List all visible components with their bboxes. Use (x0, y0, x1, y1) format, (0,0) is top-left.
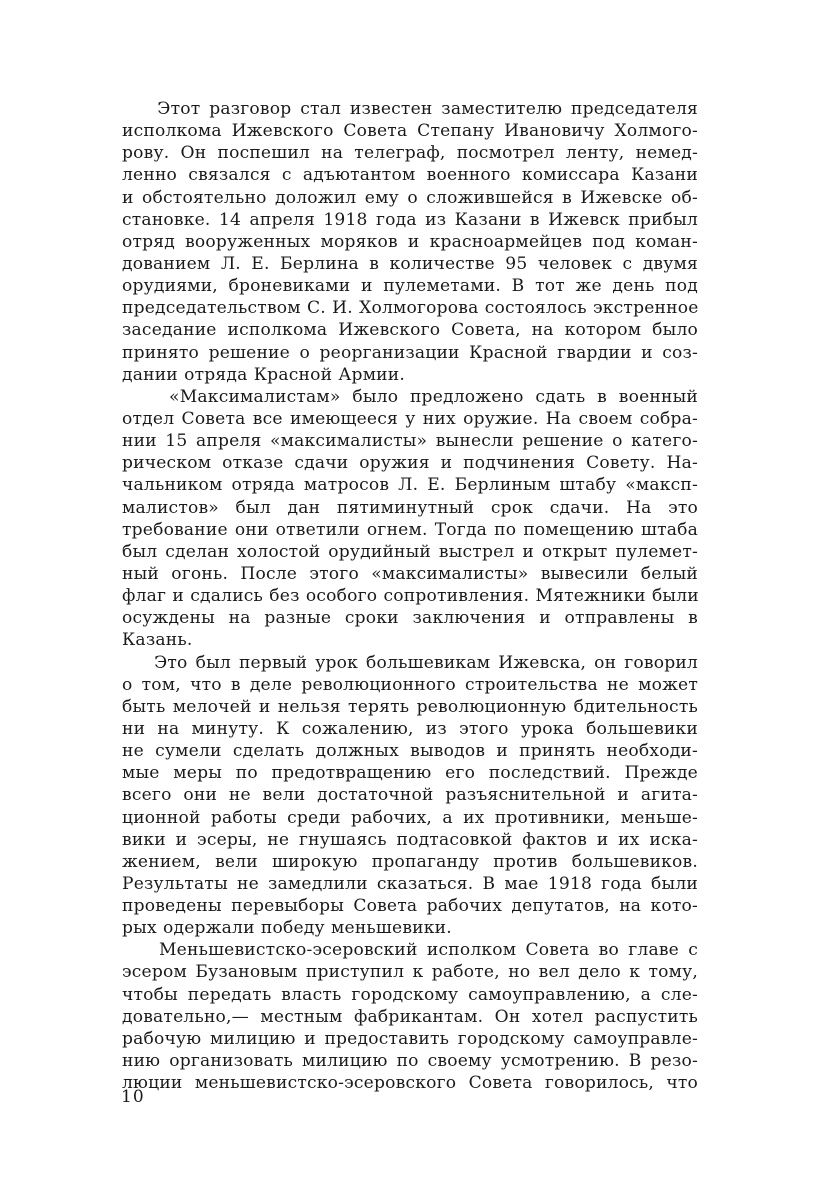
text-line: рову. Он поспешил на телеграф, посмотрел ленту, немед- (122, 143, 698, 164)
text-line: жением, вели широкую пропаганду против большевиков. (122, 851, 698, 872)
text-line: ционной работы среди рабочих, а их противники, меньше- (122, 807, 698, 828)
text-line: дованием Л. Е. Берлина в количестве 95 человек с двумя (122, 253, 698, 274)
text-line: чальником отряда матросов Л. Е. Берлиным штабу «максп- (122, 475, 698, 496)
text-line: нии 15 апреля «максималисты» вынесли решение о катего- (122, 431, 698, 452)
body-text (122, 98, 698, 1094)
text-line: председательством С. И. Холмогорова состоялось экстренное (122, 298, 699, 319)
text-line: не сумели сделать должных выводов и принять необходи- (122, 741, 698, 762)
text-line: и обстоятельно доложил ему о сложившейся в Ижевске об- (122, 187, 698, 208)
text-line: орудиями, броневиками и пулеметами. В тот же день под (122, 276, 698, 297)
text-line: Это был первый урок большевикам Ижевска, он говорил (122, 652, 698, 673)
text-line: проведены перевыборы Совета рабочих депутатов, на кото- (122, 896, 698, 917)
text-line: осуждены на разные сроки заключения и отправлены в (122, 608, 698, 629)
text-line: флаг и сдались без особого сопротивления. Мятежники были (122, 586, 699, 607)
text-line: становке. 14 апреля 1918 года из Казани в Ижевск прибыл (122, 209, 698, 230)
text-line: ный огонь. После этого «максималисты» вывесили белый (122, 563, 698, 584)
text-line: «Максималистам» было предложено сдать в военный (122, 386, 698, 407)
text-line: мые меры по предотвращению его последствий. Прежде (122, 763, 698, 784)
text-line: нию организовать милицию по своему усмотрению. В резо- (122, 1051, 698, 1072)
text-line: отряд вооруженных моряков и красноармейцев под коман- (122, 231, 698, 252)
text-line: ни на минуту. К сожалению, из этого урока большевики (122, 718, 698, 739)
text-line: Результаты не замедлили сказаться. В мае 1918 года были (122, 873, 698, 894)
text-line: отдел Совета все имеющееся у них оружие. На своем собра- (122, 408, 698, 429)
text-line: рическом отказе сдачи оружия и подчинения Совету. На- (122, 453, 698, 474)
text-line: исполкома Ижевского Совета Степану Ивановичу Холмого- (122, 121, 698, 142)
text-line: заседание исполкома Ижевского Совета, на котором было (122, 320, 698, 341)
text-line: вики и эсеры, не гнушаясь подтасовкой фактов и их иска- (122, 829, 698, 850)
text-line: был сделан холостой орудийный выстрел и открыт пулемет- (122, 541, 698, 562)
text-line: малистов» был дан пятиминутный срок сдачи. На это (122, 497, 698, 518)
text-line: люции меньшевистско-эсеровского Совета говорилось, что (122, 1073, 698, 1094)
text-line: дании отряда Красной Армии. (122, 364, 406, 385)
text-line: ленно связался с адъютантом военного комиссара Казани (122, 165, 698, 186)
text-line: требование они ответили огнем. Тогда по помещению штаба (122, 519, 698, 540)
text-line: довательно,— местным фабрикантам. Он хотел распустить (122, 1006, 698, 1027)
text-line: эсером Бузановым приступил к работе, но вел дело к тому, (122, 962, 698, 983)
text-line: рабочую милицию и предоставить городскому самоуправле- (122, 1028, 698, 1049)
text-line: рых одержали победу меньшевики. (122, 918, 452, 939)
text-line: о том, что в деле революционного строительства не может (122, 674, 698, 695)
text-line: чтобы передать власть городскому самоуправлению, а сле- (122, 984, 698, 1005)
text-line: принято решение о реорганизации Красной гвардии и соз- (122, 342, 698, 363)
text-line: Меньшевистско-эсеровский исполком Совета во главе с (122, 940, 698, 961)
text-line: быть мелочей и нельзя терять революционную бдительность (122, 696, 698, 717)
page-number: 10 (121, 1087, 145, 1107)
text-line: Казань. (122, 630, 193, 651)
text-line: Этот разговор стал известен заместителю председателя (122, 99, 698, 119)
text-line: всего они не вели достаточной разъяснительной и агита- (122, 785, 698, 806)
